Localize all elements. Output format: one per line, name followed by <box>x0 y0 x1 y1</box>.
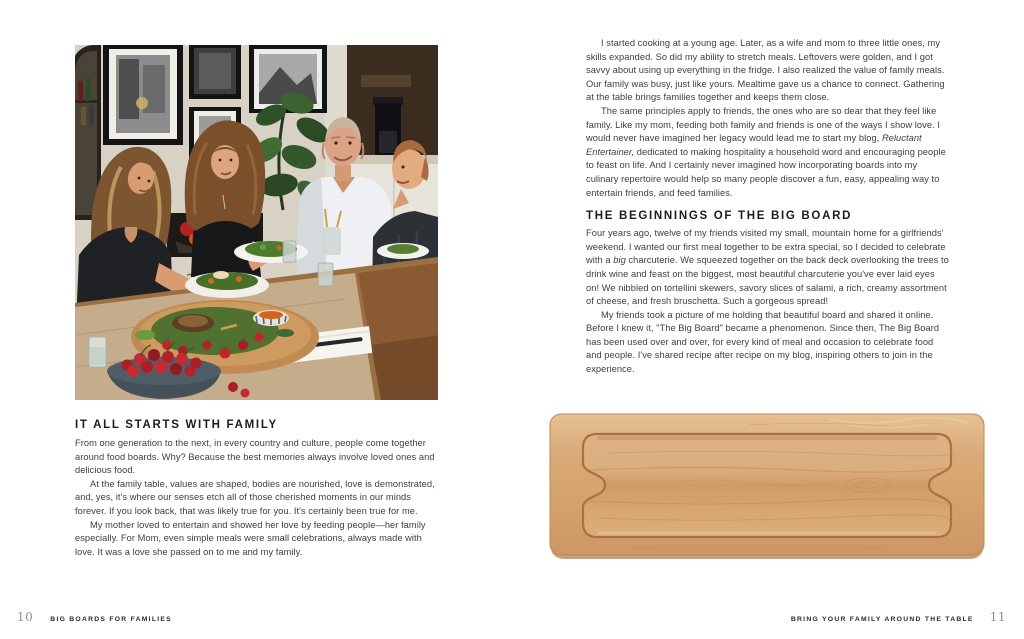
right-footer <box>791 610 1006 624</box>
right-text-column <box>586 37 949 377</box>
left-page-number: 10 <box>17 610 34 624</box>
right-paragraph-4: My friends took a picture of me holding that beautiful board and shared it online. Before I knew it, "The Big Board" became a phenomenon. Since then, The Big Board has been used over and over, for every kind of meal and occasion to celebrate food and people. I've shared recipe after recipe on my blog, inspiring others to join in the experience. <box>586 309 940 375</box>
left-paragraph-2: At the family table, values are shaped, bodies are nourished, love is demonstrated, and, yes, it's where our senses etch all of those cherished moments in our minds forever. If you look back, that was likely true for you. It's certainly been true for me. <box>75 478 435 516</box>
left-text-column <box>75 419 442 559</box>
left-section-heading: IT ALL STARTS WITH FAMILY <box>75 419 278 431</box>
left-paragraph-3: My mother loved to entertain and showed her love by feeding people—her family especially. For Mom, even simple meals were small celebrations, always made with love. It was a love she passed on to me and my family. <box>75 519 426 557</box>
family-dinner-photo <box>75 45 438 400</box>
right-section-heading: THE BEGINNINGS OF THE BIG BOARD <box>586 210 853 223</box>
right-running-footer: BRING YOUR FAMILY AROUND THE TABLE <box>790 616 974 623</box>
right-paragraph-2: The same principles apply to friends, the ones who are so dear that they feel like family. Like my mom, feeding both family and friends is one of the ways I show love. I would never have imagined her legacy would lead me to start my blog, Reluctant Entertainer, dedicated to making hospitality a household word and encouraging people to feast on life. And I certainly never imagined how incorporating boards into my culinary repertoire would help so many people discover a fun, easy, appealing way to entertain friends, and feed families. <box>586 105 946 198</box>
left-footer <box>17 610 172 624</box>
left-running-footer: BIG BOARDS FOR FAMILIES <box>50 616 172 623</box>
left-paragraph-1: From one generation to the next, in every country and culture, people come together around food boards. Why? Because the best memories always involve loved ones and delicious food. <box>75 438 435 476</box>
wooden-board-photo <box>549 413 985 561</box>
right-paragraph-1: I started cooking at a young age. Later, as a wife and mom to three little ones, my skills expanded. So did my ability to stretch meals. Leftovers were golden, and I got savvy about using up everything in the fridge. I also realized the value of family meals. Our family was busy, just like yours. Mealtime gave us a chance to connect. Gathering at the table brings families together and keeps them close. <box>586 38 945 103</box>
right-page-number: 11 <box>989 610 1006 624</box>
right-paragraph-3: Four years ago, twelve of my friends visited my small, mountain home for a girlfriends' weekend. I wanted our first meal together to be extra special, so I decided to celebrate with a big charcuterie. We squeezed together on the back deck overlooking the trees to drink wine and feast on the biggest, most beautiful charcuterie you've ever laid eyes on! We nibbled on tortellini skewers, savory slices of salami, a rich, creamy assortment of cheese, and fresh bruschetta. Such a gorgeous spread! <box>586 228 949 307</box>
board-recess <box>583 434 951 537</box>
